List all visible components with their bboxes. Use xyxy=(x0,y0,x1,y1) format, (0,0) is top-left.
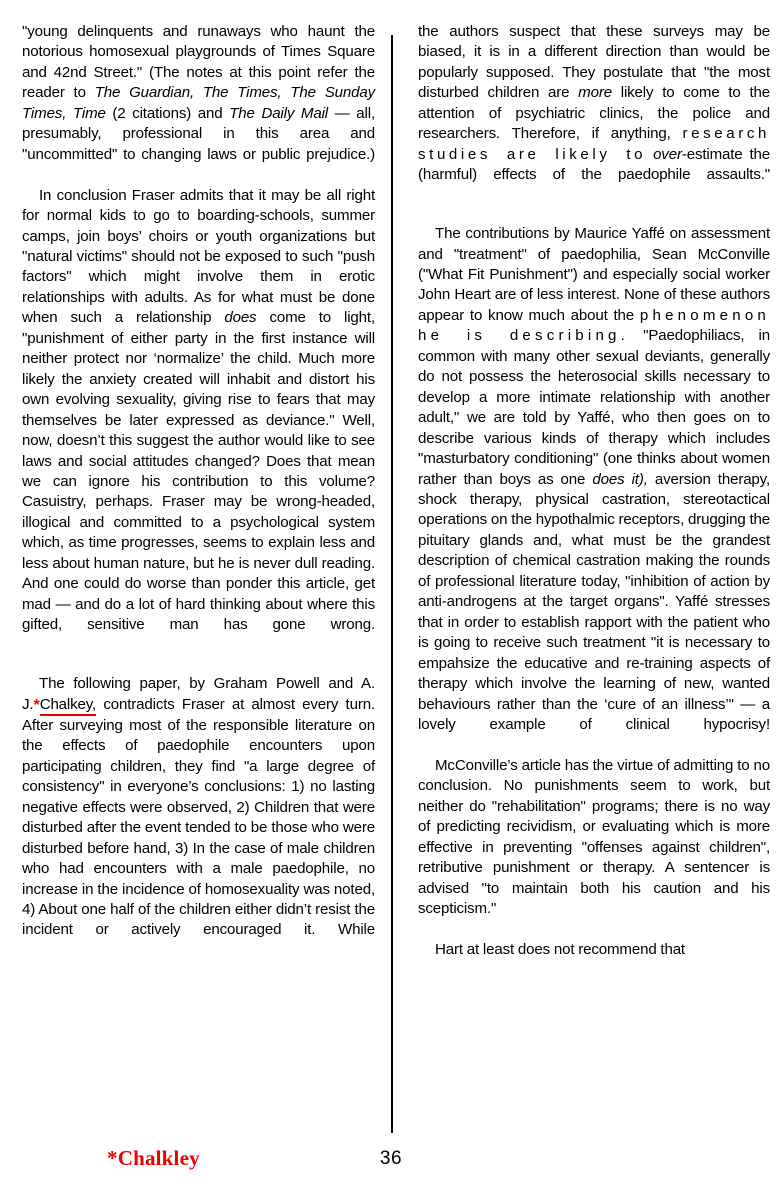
paragraph-with-correction xyxy=(22,674,375,961)
text-run: Hart at least does not recommend that xyxy=(435,940,685,958)
paragraph xyxy=(418,756,770,940)
italic-emphasis: does xyxy=(224,309,257,327)
text-run: aversion therapy, shock therapy, physical castration, stereotactical operations on the hypothalmic receptors, drugging the pituitary glands and, what must be the grandest description of chemical castration making the rounds of professional literature today, "inhibition of action by anti-androgens at the target organs". Yaffé stresses that in order to establish rapport with the patient who is going to receive such treatment "it is necessary to empahsize the educative and re-training aspects of therapy which involve the learning of new, wanted behaviours rather than the ‘cure of an illness’" — a lovely example of clinical hypocrisy! xyxy=(418,470,770,733)
red-asterisk-annotation-icon: * xyxy=(33,696,40,714)
column-divider xyxy=(391,35,393,1133)
paragraph xyxy=(418,224,770,756)
paragraph xyxy=(418,22,770,206)
paragraph xyxy=(22,22,375,186)
text-run: McConville’s article has the virtue of admitting to no conclusion. No punishments seem to work, but neither do "rehabilitation" programs; there is no way of predicting recividism, or evaluating which is more effective in preventing "offenses against children", retributive punishment or therapy. A sentencer is advised "to maintain both his caution and his scepticism." xyxy=(418,756,770,918)
italic-publication-title: The Daily Mail xyxy=(229,104,328,122)
red-underlined-misspelled-name: Chalkey, xyxy=(40,696,96,716)
paragraph xyxy=(22,186,375,656)
text-run: — all, presumably, professional in this area and "uncommitted" to changing laws or public prejudice.) xyxy=(22,104,375,163)
text-run: (2 citations) and xyxy=(105,104,230,122)
text-run: In conclusion Fraser admits that it may be all right for normal kids to go to boarding-schools, summer camps, join boys’ choirs or youth organizations but "natural victims" should not be exposed to such "push factors" which might involve them in erotic relationships with adults. As for what must be done when such a relationship xyxy=(22,186,375,327)
paragraph-truncated xyxy=(418,940,770,960)
text-run: "Paedophiliacs, in common with many other sexual deviants, generally do not possess the heterosocial skills necessary to develop a more intimate relationship with another adult," we are told by Yaffé, who then goes on to describe various kinds of therapy which includes "masturbatory conditioning" (one thinks about women rather than boys as one xyxy=(418,327,771,488)
page-number: 36 xyxy=(379,1148,403,1169)
text-run: -estimate the (harmful) effects of the paedophile assaults." xyxy=(418,145,770,184)
left-text-column xyxy=(22,22,375,961)
italic-publication-titles: The Guardian, The Times, The Sunday Times, Time xyxy=(22,84,375,122)
letterspaced-line: phenomenon he is describing. xyxy=(418,306,771,345)
italic-emphasis: over xyxy=(653,145,682,163)
text-run: The following paper, by Graham Powell and A. J. xyxy=(22,675,375,713)
italic-emphasis: does it), xyxy=(592,470,648,488)
letterspaced-line: research studies are likely to xyxy=(418,125,770,163)
text-run: contradicts Fraser at almost every turn. After surveying most of the responsible literature on the effects of paedophile encounters upon participating children, they find "a large degree of consistency" in everyone’s conclusions: 1) no lasting negative effects were observed, 2) Children that were disturbed after the event tended to be those who were disturbed before hand, 3) In the case of male children who had encounters with a male paedophile, no increase in the incidence of homosexuality was noted, 4) About one half of the children either didn’t resist the incident or actively encouraged it. While xyxy=(22,695,375,939)
footnote-correction: *Chalkley xyxy=(107,1146,200,1170)
text-run: "young delinquents and runaways who haunt the notorious homosexual playgrounds of Times Square and 42nd Street." (The notes at this point refer the reader to xyxy=(22,23,375,102)
right-text-column xyxy=(418,22,770,960)
text-run: likely to come to the attention of psychiatric clinics, the police and researchers. Therefore, if anything, xyxy=(418,84,770,143)
text-run: The contributions by Maurice Yaffé on assessment and "treatment" of paedophilia, Sean McConville ("What Fit Punishment") and especially social worker John Heart are of less interest. None of these authors appear to know much about the xyxy=(418,225,770,324)
text-run: the authors suspect that these surveys may be biased, it is in a different direction than would be popularly supposed. They postulate that "the most disturbed children are xyxy=(418,23,770,102)
text-run: come to light, "punishment of either party in the first instance will neither protect nor ‘normalize’ the child. Much more likely the anxiety created will inhabit and distort his own evolving sexuality, giving rise to fears that may themselves be later expressed as deviance." Well, now, doesn’t this suggest the author would like to see laws and social attitudes changed? Does that mean we can ignore his contribution to this volume? Casuistry, perhaps. Fraser may be wrong-headed, illogical and committed to a psychological system which, as time progresses, seems to explain less and less about human nature, but he is never dull reading. And one could do worse than ponder this article, get mad — and do a lot of hard thinking about where this gifted, sensitive man has gone wrong. xyxy=(22,309,375,634)
italic-emphasis: more xyxy=(578,84,612,102)
